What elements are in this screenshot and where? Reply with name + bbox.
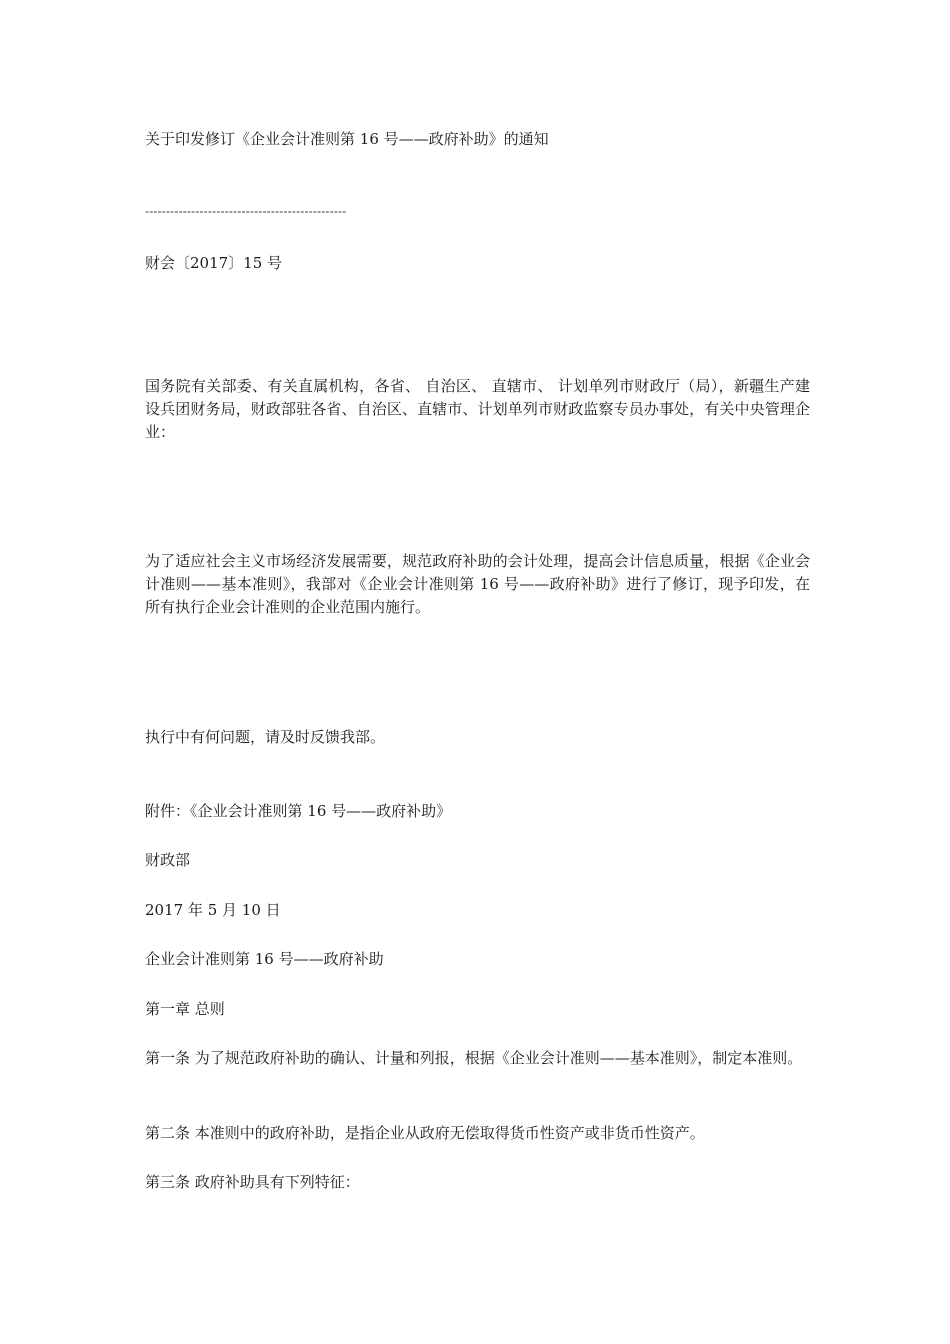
chapter-heading: 第一章 总则 — [145, 1000, 225, 1018]
addressees-paragraph: 国务院有关部委、有关直属机构，各省、 自治区、 直辖市、 计划单列市财政厅（局），新疆生产建设兵团财务局，财政部驻各省、自治区、直辖市、计划单列市财政监察专员办事处，有关中央管理企业： — [145, 377, 810, 441]
attachment-line: 附件：《企业会计准则第 16 号——政府补助》 — [145, 802, 452, 820]
divider-line: ------------------------------------------------ — [145, 204, 347, 218]
body-paragraph: 为了适应社会主义市场经济发展需要，规范政府补助的会计处理，提高会计信息质量，根据《企业会计准则——基本准则》，我部对《企业会计准则第 16 号——政府补助》进行了修订，现予印发，在所有执行企业会计准则的企业范围内施行。 — [145, 552, 810, 616]
document-number: 财会〔2017〕15 号 — [145, 254, 283, 272]
standard-title: 企业会计准则第 16 号——政府补助 — [145, 950, 384, 968]
feedback-line: 执行中有何问题，请及时反馈我部。 — [145, 728, 386, 746]
notice-title: 关于印发修订《企业会计准则第 16 号——政府补助》的通知 — [145, 130, 549, 148]
article-2: 第二条 本准则中的政府补助，是指企业从政府无偿取得货币性资产或非货币性资产。 — [145, 1124, 705, 1142]
issuer-line: 财政部 — [145, 851, 191, 869]
article-3: 第三条 政府补助具有下列特征： — [145, 1173, 360, 1191]
article-1: 第一条 为了规范政府补助的确认、计量和列报，根据《企业会计准则——基本准则》，制定本准则。 — [145, 1049, 803, 1067]
date-line: 2017 年 5 月 10 日 — [145, 901, 281, 919]
